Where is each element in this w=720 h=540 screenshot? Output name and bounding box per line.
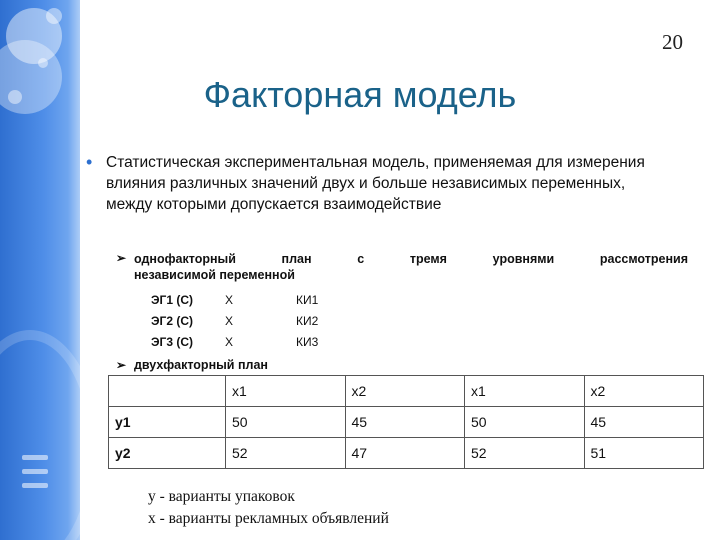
experiment-group-label: ЭГ3 (С) bbox=[151, 335, 194, 349]
experiment-group-x: Х bbox=[225, 314, 234, 328]
experiment-group-ki: КИ3 bbox=[296, 335, 319, 349]
main-bullet bbox=[86, 152, 646, 215]
experiment-group-ki: КИ1 bbox=[296, 293, 319, 307]
table-cell: x2 bbox=[345, 376, 465, 407]
experiment-group-ki: КИ2 bbox=[296, 314, 319, 328]
table-cell: 52 bbox=[226, 438, 346, 469]
main-bullet-text: Статистическая экспериментальная модель, применяемая для измерения влияния различных значений двух и больше независимых переменных, между которыми допускается взаимодействие bbox=[106, 154, 645, 213]
one-factor-text-line2: независимой переменной bbox=[134, 268, 295, 282]
experiment-group-label: ЭГ2 (С) bbox=[151, 314, 194, 328]
bubble-decoration bbox=[38, 58, 48, 68]
page-number: 20 bbox=[662, 30, 683, 54]
table-row bbox=[109, 438, 704, 469]
table-cell: 45 bbox=[345, 407, 465, 438]
slide-title: Факторная модель bbox=[203, 74, 517, 115]
two-factor-text: двухфакторный план bbox=[134, 358, 268, 372]
one-factor-text-line1: однофакторный план с тремя уровнями рассмотрения bbox=[134, 252, 688, 266]
sub-bullet-two-factor bbox=[116, 358, 416, 372]
two-factor-table bbox=[108, 375, 704, 469]
table-cell: 52 bbox=[465, 438, 585, 469]
table-cell: y1 bbox=[109, 407, 226, 438]
bubble-decoration bbox=[46, 8, 62, 24]
experiment-group-x: Х bbox=[225, 335, 234, 349]
bullet-dot-icon: • bbox=[86, 152, 93, 172]
table-row bbox=[109, 407, 704, 438]
table-cell: x1 bbox=[465, 376, 585, 407]
table-cell: 50 bbox=[226, 407, 346, 438]
table-cell bbox=[109, 376, 226, 407]
table-cell: y2 bbox=[109, 438, 226, 469]
table-cell: x2 bbox=[584, 376, 704, 407]
note-y: y - варианты упаковок bbox=[148, 488, 295, 505]
table-header-row bbox=[109, 376, 704, 407]
arrow-right-icon: ➢ bbox=[116, 358, 127, 372]
table-cell: 50 bbox=[465, 407, 585, 438]
experiment-group-x: Х bbox=[225, 293, 234, 307]
note-x: x - варианты рекламных объявлений bbox=[148, 510, 389, 527]
arrow-right-icon: ➢ bbox=[116, 251, 127, 265]
table-cell: 45 bbox=[584, 407, 704, 438]
bars-decoration bbox=[22, 455, 48, 497]
sub-bullet-one-factor bbox=[116, 251, 688, 283]
table-cell: 47 bbox=[345, 438, 465, 469]
table-cell: x1 bbox=[226, 376, 346, 407]
experiment-group-label: ЭГ1 (С) bbox=[151, 293, 194, 307]
table-cell: 51 bbox=[584, 438, 704, 469]
